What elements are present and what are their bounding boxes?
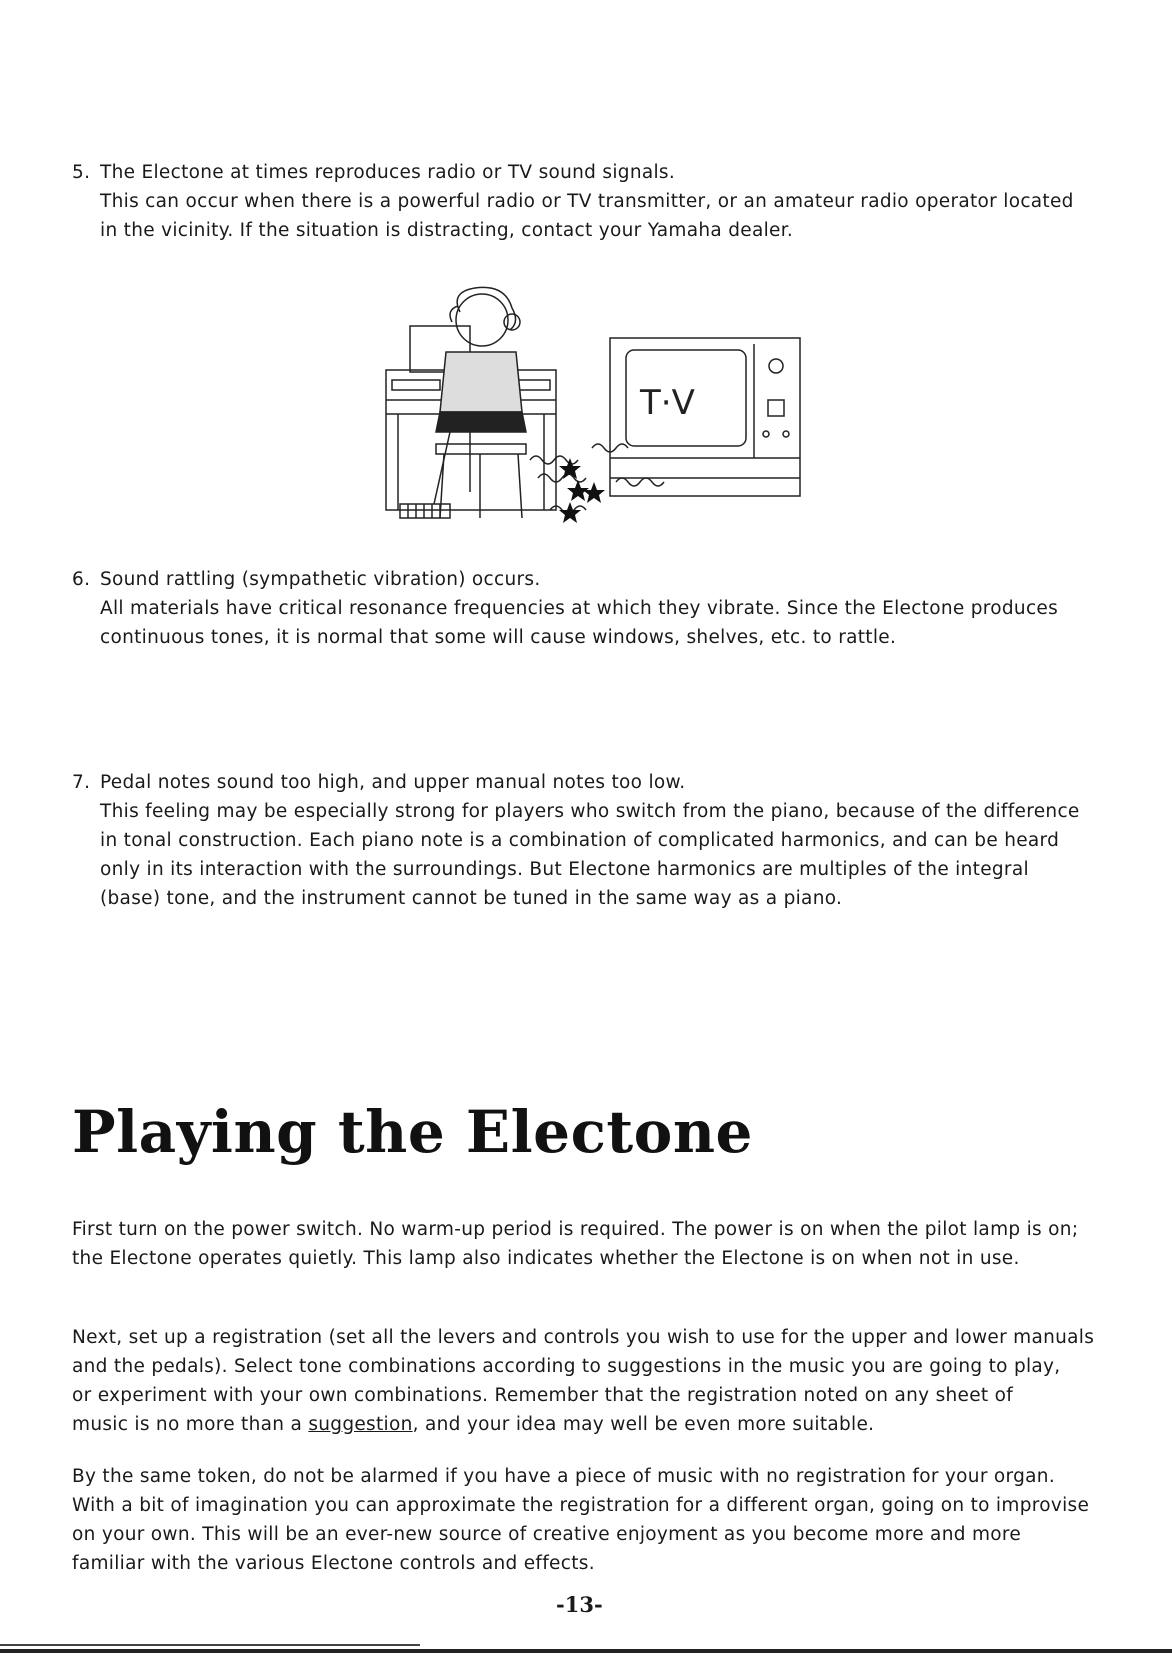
- item-body: [72, 797, 1102, 913]
- item-body: [72, 187, 1102, 245]
- item-body-line: continuous tones, it is normal that some will cause windows, shelves, etc. to rattle.: [100, 627, 897, 648]
- item-number: 5.: [72, 162, 91, 183]
- item-body-line: only in its interaction with the surroundings. But Electone harmonics are multiples of the integral: [100, 859, 1029, 880]
- item-heading: The Electone at times reproduces radio or TV sound signals.: [100, 162, 676, 183]
- bottom-rule: [0, 1649, 1172, 1653]
- paragraph-registration: [72, 1323, 1102, 1439]
- section-title: Playing the Electone: [72, 1098, 753, 1166]
- item-body-line: This can occur when there is a powerful radio or TV transmitter, or an amateur radio operator located: [100, 191, 1074, 212]
- item-body-line: in the vicinity. If the situation is distracting, contact your Yamaha dealer.: [100, 220, 794, 241]
- item-body: [72, 594, 1102, 652]
- item-6: [72, 565, 1102, 652]
- item-body-line: (base) tone, and the instrument cannot be tuned in the same way as a piano.: [100, 888, 843, 909]
- item-heading: Pedal notes sound too high, and upper manual notes too low.: [100, 772, 686, 793]
- paragraph-line: and the pedals). Select tone combinations according to suggestions in the music you are going to play,: [72, 1356, 1061, 1377]
- item-5: [72, 158, 1102, 245]
- paragraph-line: the Electone operates quietly. This lamp also indicates whether the Electone is on when not in use.: [72, 1248, 1020, 1269]
- item-body-line: This feeling may be especially strong for players who switch from the piano, because of the difference: [100, 801, 1080, 822]
- paragraph-imagination: [72, 1462, 1102, 1578]
- paragraph-line: By the same token, do not be alarmed if you have a piece of music with no registration for your organ.: [72, 1466, 1055, 1487]
- line-end: , and your idea may well be even more suitable.: [412, 1414, 875, 1435]
- item-body-line: in tonal construction. Each piano note is a combination of complicated harmonics, and can be heard: [100, 830, 1060, 851]
- item-number: 7.: [72, 772, 91, 793]
- girl-playing-organ-tv-interference-illustration: [380, 282, 820, 542]
- tv-label: T·V: [640, 383, 695, 423]
- paragraph-line: With a bit of imagination you can approximate the registration for a different organ, going on to improvise: [72, 1495, 1090, 1516]
- paragraph-line: on your own. This will be an ever-new source of creative enjoyment as you become more and more: [72, 1524, 1022, 1545]
- paragraph-line: familiar with the various Electone controls and effects.: [72, 1553, 595, 1574]
- bottom-rule-thin: [0, 1644, 420, 1646]
- item-number: 6.: [72, 569, 91, 590]
- item-heading: Sound rattling (sympathetic vibration) occurs.: [100, 569, 541, 590]
- paragraph-line: Next, set up a registration (set all the levers and controls you wish to use for the upper and lower manuals: [72, 1327, 1095, 1348]
- paragraph-line: First turn on the power switch. No warm-up period is required. The power is on when the pilot lamp is on;: [72, 1219, 1079, 1240]
- paragraph-line: [72, 1410, 1102, 1439]
- paragraph-power: [72, 1215, 1102, 1273]
- item-7: [72, 768, 1102, 913]
- paragraph-line: or experiment with your own combinations. Remember that the registration noted on any sheet of: [72, 1385, 1014, 1406]
- underlined-word: suggestion: [308, 1414, 413, 1435]
- line-start: music is no more than a: [72, 1414, 309, 1435]
- item-body-line: All materials have critical resonance frequencies at which they vibrate. Since the Electone produces: [100, 598, 1059, 619]
- page-number: -13-: [556, 1592, 603, 1617]
